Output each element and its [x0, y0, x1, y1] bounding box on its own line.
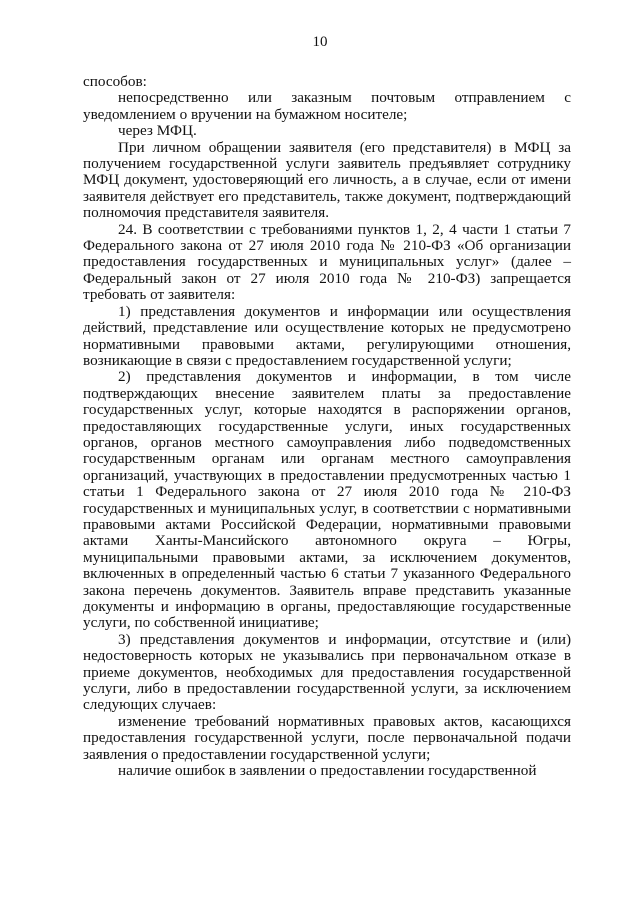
paragraph: наличие ошибок в заявлении о предоставлении государственной	[118, 762, 537, 780]
document-body	[83, 74, 571, 779]
paragraph: изменение требований нормативных правовых актов, касающихся предоставления государственной услуги, после первоначальной подачи заявления о предоставлении государственной услуги;	[83, 712, 571, 763]
paragraph: способов:	[83, 73, 147, 90]
paragraph: 1) представления документов и информации или осуществления действий, представление или осуществление которых не предусмотрено нормативными правовыми актами, регулирующими отношения, возникающие в связи с предоставлением государственной услуги;	[83, 302, 571, 369]
paragraph: через МФЦ.	[118, 122, 197, 140]
paragraph: 3) представления документов и информации, отсутствие и (или) недостоверность которых не указывались при первоначальном отказе в приеме документов, необходимых для предоставления государственной услуги, либо в предоставлении государственной услуги, за исключением следующих случаев:	[83, 630, 571, 714]
page-number: 10	[312, 34, 328, 50]
paragraph: 2) представления документов и информации, в том числе подтверждающих внесение заявителем платы за предоставление государственных услуг, которые находятся в распоряжении органов, предоставляющих государственные услуги, иных государственных органов, органов местного самоуправления либо подведомственных государственным органам или органам местного самоуправления организаций, участвующих в предоставлении предусмотренных частью 1 статьи 1 Федерального закона от 27 июля 2010 года № 210-ФЗ государственных и муниципальных услуг, в соответствии с нормативными правовыми актами Российской Федерации, нормативными правовыми актами Ханты-Мансийского автономного округа – Югры, муниципальными правовыми актами, за исключением документов, включенных в определенный частью 6 статьи 7 указанного Федерального закона перечень документов. Заявитель вправе представить указанные документы и информацию в органы, предоставляющие государственные услуги, по собственной инициативе;	[83, 368, 571, 632]
paragraph: При личном обращении заявителя (его представителя) в МФЦ за получением государственной услуги заявитель предъявляет сотруднику МФЦ документ, удостоверяющий его личность, а в случае, если от имени заявителя действует его представитель, также документ, подтверждающий полномочия представителя заявителя.	[83, 138, 571, 222]
paragraph: 24. В соответствии с требованиями пунктов 1, 2, 4 части 1 статьи 7 Федерального закона от 27 июля 2010 года № 210-ФЗ «Об организации предоставления государственных и муниципальных услуг» (далее – Федеральный закон от 27 июля 2010 года № 210-ФЗ) запрещается требовать от заявителя:	[83, 220, 571, 304]
paragraph: непосредственно или заказным почтовым отправлением с уведомлением о вручении на бумажном носителе;	[83, 89, 571, 123]
